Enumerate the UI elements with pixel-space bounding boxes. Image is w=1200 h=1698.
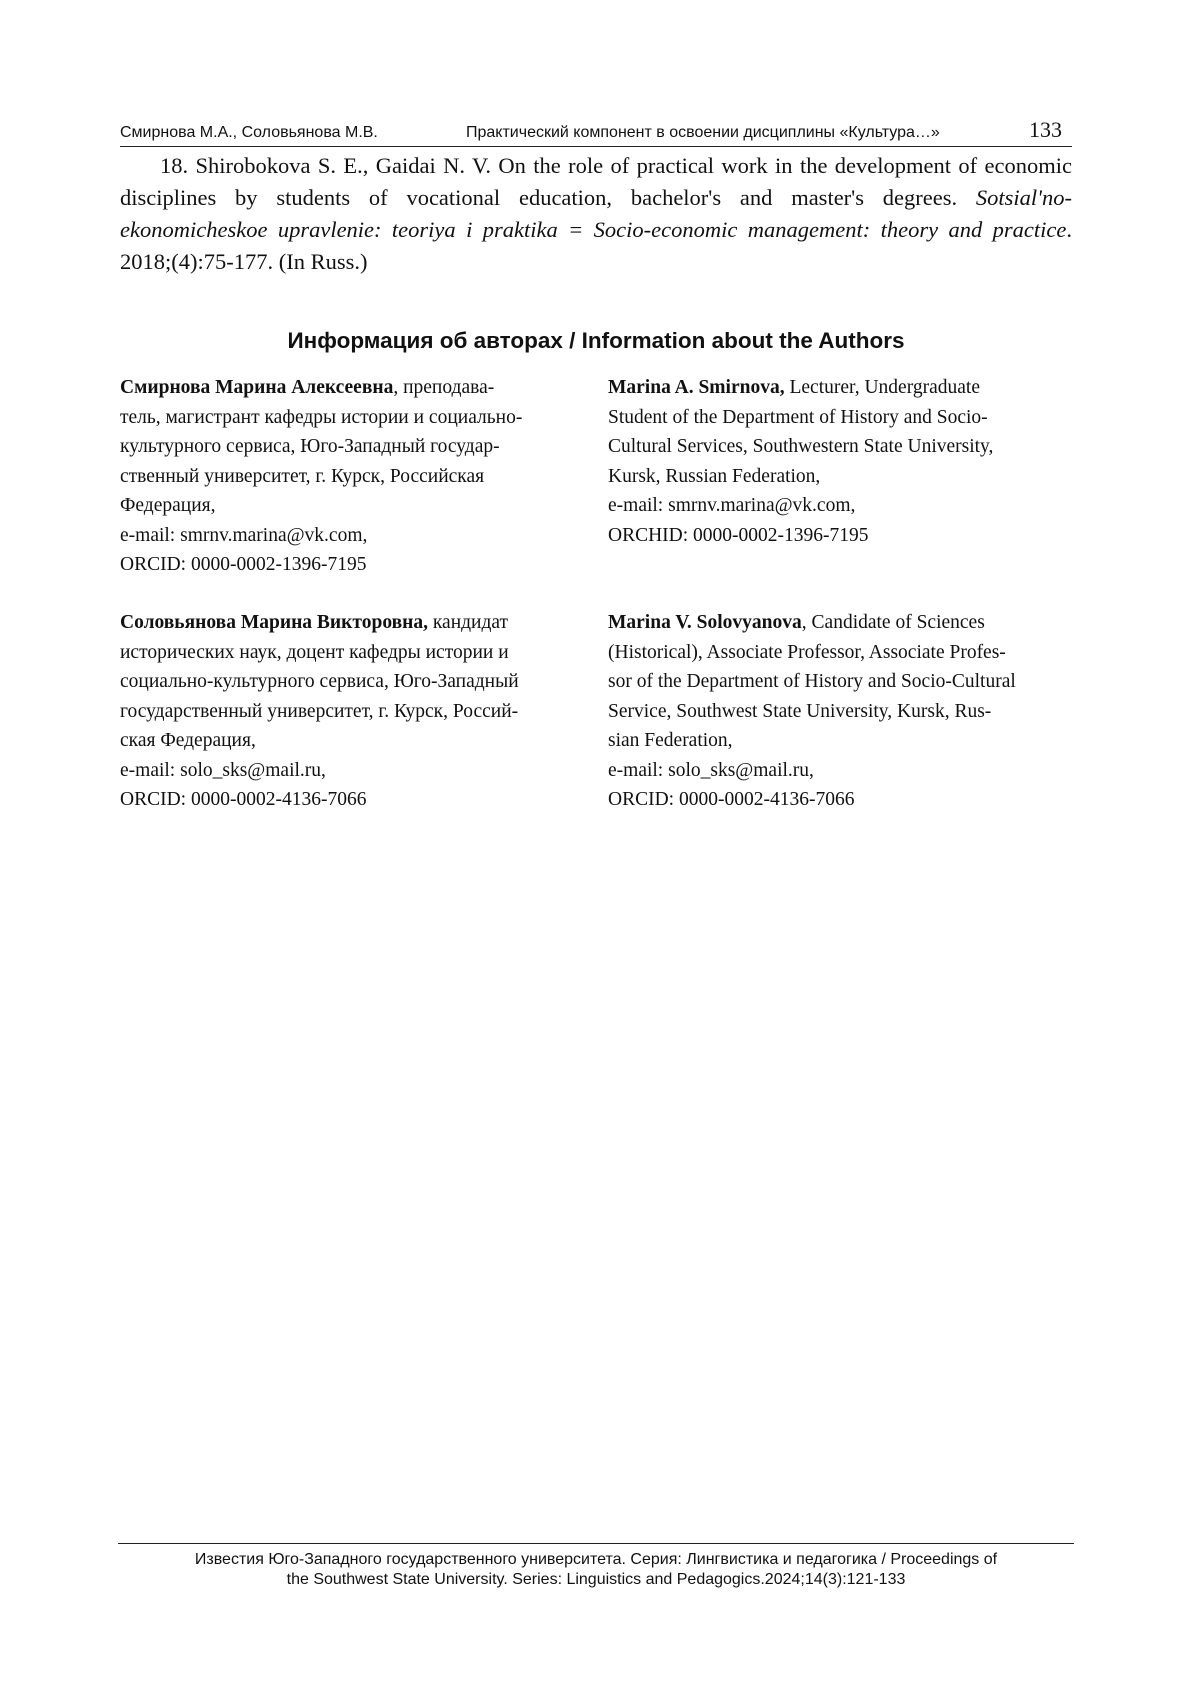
- author-line: тель, магистрант кафедры истории и социально-: [120, 406, 523, 428]
- author-line: sian Federation,: [608, 730, 733, 751]
- reference-text: 18. Shirobokova S. E., Gaidai N. V. On the role of practical work in the development of economic disciplines by students of vocational education, bachelor's and master's degrees.: [120, 153, 1072, 210]
- author-line: государственный университет, г. Курск, Россий-: [120, 700, 519, 722]
- author-line: Смирнова Марина Алексеевна, преподава-: [120, 377, 495, 398]
- header-authors: Смирнова М.А., Соловьянова М.В.: [120, 124, 378, 141]
- author-line: sor of the Department of History and Socio-Cultural: [608, 671, 1016, 692]
- author-name: Смирнова Марина Алексеевна: [120, 377, 394, 398]
- footer-line: the Southwest State University. Series: Linguistics and Pedagogics.2024;14(3):121-133: [286, 1571, 906, 1588]
- author-line: Service, Southwest State University, Kursk, Rus-: [608, 700, 992, 722]
- author-line: Соловьянова Марина Викторовна, кандидат: [120, 612, 509, 633]
- author-info-en-2: [608, 608, 1078, 815]
- author-info-ru-1: [120, 373, 590, 580]
- author-name: Marina A. Smirnova,: [608, 377, 785, 398]
- author-info-ru-2: [120, 608, 590, 815]
- footer-line: Известия Юго-Западного государственного университета. Серия: Лингвистика и педагогика / Proceedings of: [194, 1551, 998, 1568]
- author-orcid: ORCHID: 0000-0002-1396-7195: [608, 524, 869, 546]
- author-email: e-mail: solo_sks@mail.ru,: [120, 759, 326, 781]
- author-name: Соловьянова Марина Викторовна,: [120, 612, 428, 633]
- page-number: 133: [1029, 117, 1062, 142]
- author-line: социально-культурного сервиса, Юго-Западный: [120, 671, 519, 692]
- author-email: e-mail: smrnv.marina@vk.com,: [608, 495, 856, 516]
- author-email: e-mail: smrnv.marina@vk.com,: [120, 524, 368, 546]
- reference-journal-title: Sotsial'no-ekonomicheskoe upravlenie: teoriya i praktika = Socio-economic management: theory and practice: [120, 185, 1072, 242]
- author-orcid: ORCID: 0000-0002-1396-7195: [120, 554, 367, 575]
- header-article-title: Практический компонент в освоении дисциплины «Культура…»: [466, 124, 940, 141]
- section-title: Информация об авторах / Information about the Authors: [287, 328, 905, 353]
- author-info-en-1: [608, 373, 1078, 550]
- author-line: Федерация,: [120, 495, 216, 516]
- author-line: (Historical), Associate Professor, Associate Profes-: [608, 641, 1006, 663]
- author-line: Cultural Services, Southwestern State University,: [608, 436, 994, 457]
- author-email: e-mail: solo_sks@mail.ru,: [608, 759, 814, 781]
- author-line: ская Федерация,: [120, 730, 256, 751]
- running-header: [120, 116, 1072, 147]
- author-line: Kursk, Russian Federation,: [608, 465, 821, 487]
- author-line: Student of the Department of History and Socio-: [608, 406, 988, 428]
- author-line: исторических наук, доцент кафедры истории и: [120, 641, 509, 663]
- author-orcid: ORCID: 0000-0002-4136-7066: [120, 789, 367, 810]
- reference-entry: [120, 150, 1072, 278]
- author-line: Marina V. Solovyanova, Candidate of Sciences: [608, 612, 985, 633]
- reference-details: . 2018;(4):75-177. (In Russ.): [120, 217, 1072, 274]
- author-orcid: ORCID: 0000-0002-4136-7066: [608, 789, 855, 810]
- author-line: ственный университет, г. Курск, Российская: [120, 465, 485, 487]
- author-name: Marina V. Solovyanova: [608, 612, 802, 633]
- author-line: Marina A. Smirnova, Lecturer, Undergraduate: [608, 377, 980, 398]
- author-line: культурного сервиса, Юго-Западный государ-: [120, 436, 500, 457]
- journal-footer: [118, 1543, 1074, 1590]
